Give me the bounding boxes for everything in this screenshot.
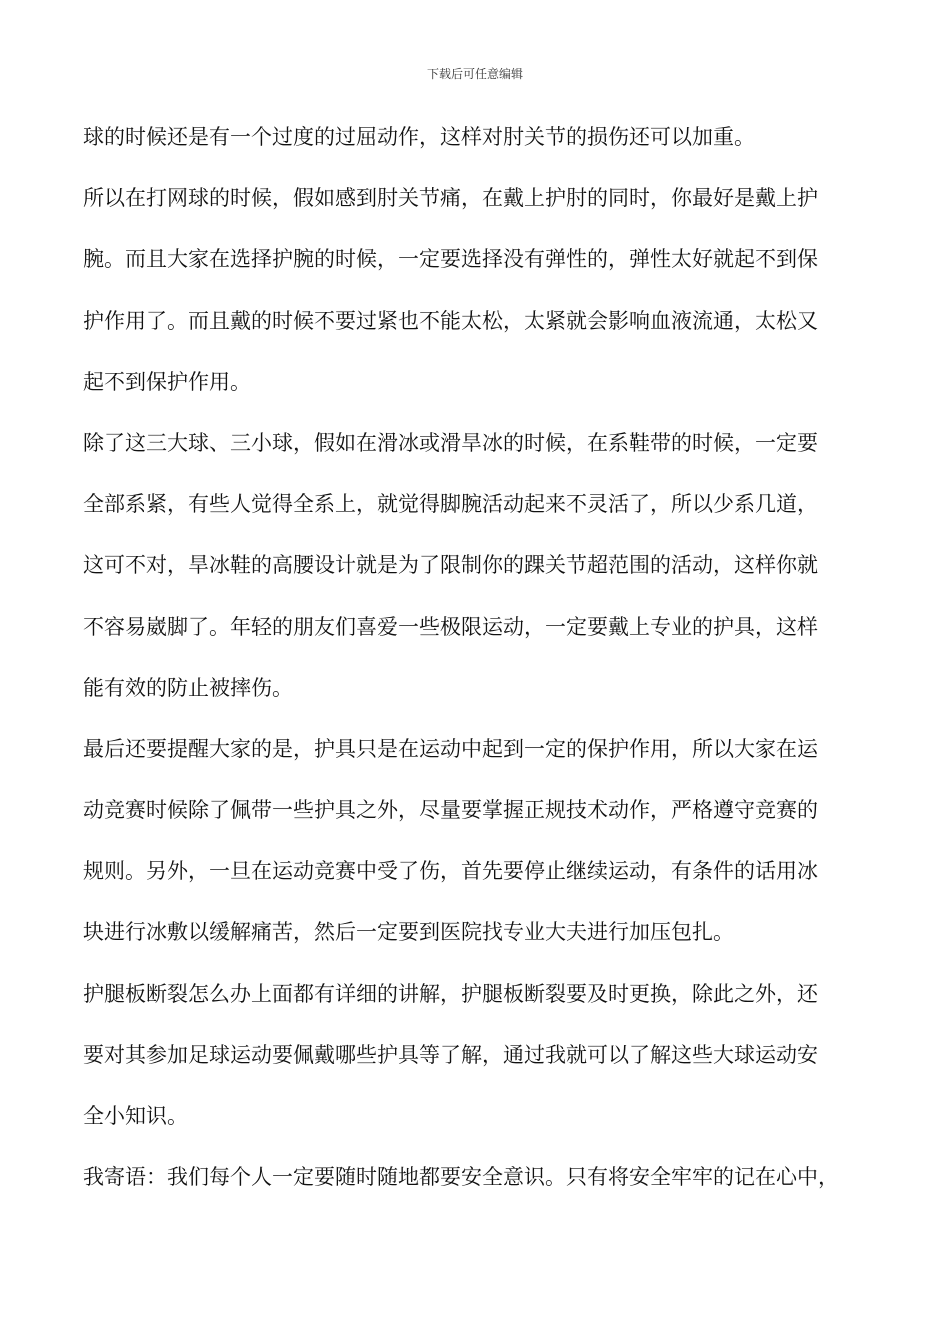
text-line: 这可不对，旱冰鞋的高腰设计就是为了限制你的踝关节超范围的活动，这样你就 <box>83 553 818 578</box>
text-line: 腕。而且大家在选择护腕的时候，一定要选择没有弹性的，弹性太好就起不到保 <box>83 247 818 272</box>
text-line: 规则。另外，一旦在运动竞赛中受了伤，首先要停止继续运动，有条件的话用冰 <box>83 859 818 884</box>
text-line: 全小知识。 <box>83 1104 188 1128</box>
text-line: 最后还要提醒大家的是，护具只是在运动中起到一定的保护作用，所以大家在运 <box>83 736 818 761</box>
text-line: 所以在打网球的时候，假如感到肘关节痛，在戴上护肘的同时，你最好是戴上护 <box>83 186 818 211</box>
text-line: 护腿板断裂怎么办上面都有详细的讲解，护腿板断裂要及时更换，除此之外，还 <box>83 981 818 1006</box>
text-line: 球的时候还是有一个过度的过屈动作，这样对肘关节的损伤还可以加重。 <box>83 125 755 149</box>
text-line: 起不到保护作用。 <box>83 369 251 394</box>
text-line: 动竞赛时候除了佩带一些护具之外，尽量要掌握正规技术动作，严格遵守竞赛的 <box>83 798 818 823</box>
text-line: 能有效的防止被摔伤。 <box>83 675 293 700</box>
text-line: 除了这三大球、三小球，假如在滑冰或滑旱冰的时候，在系鞋带的时候，一定要 <box>83 430 818 455</box>
text-line: 要对其参加足球运动要佩戴哪些护具等了解，通过我就可以了解这些大球运动安 <box>83 1042 818 1067</box>
text-line: 全部系紧，有些人觉得全系上，就觉得脚腕活动起来不灵活了，所以少系几道， <box>83 492 818 517</box>
text-line: 块进行冰敷以缓解痛苦，然后一定要到医院找专业大夫进行加压包扎。 <box>83 920 734 945</box>
text-line: 不容易崴脚了。年轻的朋友们喜爱一些极限运动，一定要戴上专业的护具，这样 <box>83 614 818 639</box>
text-line: 我寄语：我们每个人一定要随时随地都要安全意识。只有将安全牢牢的记在心中， <box>83 1165 839 1190</box>
page-header: 下载后可任意编辑 <box>426 67 523 81</box>
document-body <box>83 115 883 1216</box>
text-line: 护作用了。而且戴的时候不要过紧也不能太松，太紧就会影响血液流通，太松又 <box>83 308 818 333</box>
